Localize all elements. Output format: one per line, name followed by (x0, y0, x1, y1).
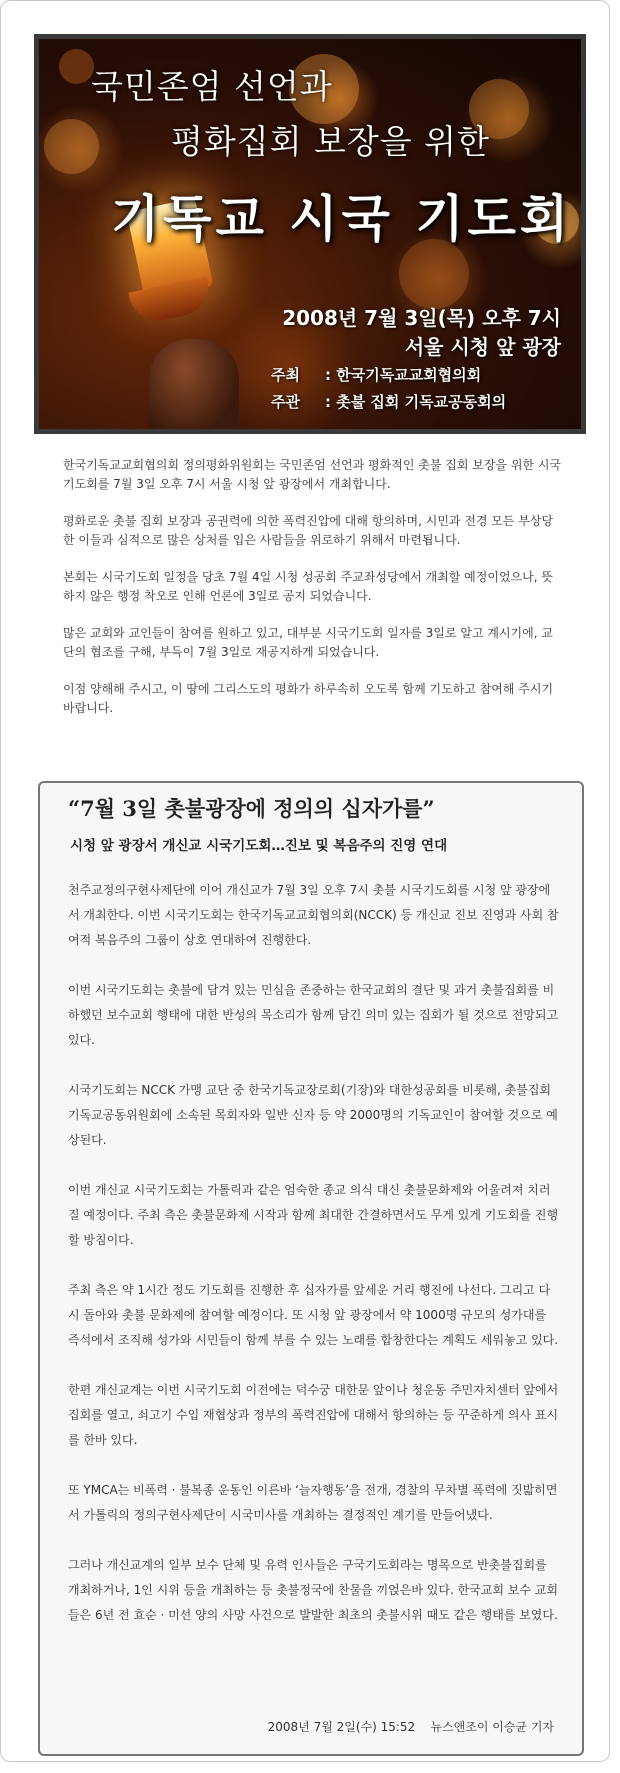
article-paragraph: 또 YMCA는 비폭력 · 불복종 운동인 이른바 ‘늘자행동’을 전개, 경찰의 무차별 폭력에 짓밟히면서 가톨릭의 정의구현사제단이 시국미사를 개최하는 결정적인 계기를 만들어냈다. (68, 1483, 558, 1522)
prayer-meeting-banner (34, 34, 586, 434)
article-paragraph: 이번 개신교 시국기도회는 가톨릭과 같은 엄숙한 종교 의식 대신 촛불문화제와 어울려져 치러질 예정이다. 주최 측은 촛불문화제 시작과 함께 최대한 간결하면서도 무게 있게 기도회를 진행할 방침이다. (68, 1183, 559, 1247)
article-paragraph: 그러나 개신교계의 일부 보수 단체 및 유력 인사들은 구국기도회라는 명목으로 반촛불집회를 개최하거나, 1인 시위 등을 개최하는 등 촛불정국에 찬물을 끼얹은바 있다. 한국교회 보수 교회들은 6년 전 효순 · 미선 양의 사망 사건으로 발발한 최초의 촛불시위 때도 같은 행태를 보였다. (68, 1558, 558, 1622)
intro-paragraph: 본회는 시국기도회 일정을 당초 7월 4일 시청 성공회 주교좌성당에서 개최할 예정이었으나, 뜻하지 않은 행정 착오로 인해 언론에 3일로 공지 되었습니다. (63, 570, 553, 603)
organizer-value: : 촛불 집회 기독교공동회의 (325, 393, 507, 411)
banner-title-line2: 평화집회 보장을 위한 (171, 122, 490, 161)
host-value: : 한국기독교교회협의회 (325, 366, 482, 384)
intro-paragraph: 한국기독교교회협의회 정의평화위원회는 국민존엄 선언과 평화적인 촛불 집회 보장을 위한 시국 기도회를 7월 3일 오후 7시 서울 시청 앞 광장에서 개최합니다. (63, 458, 562, 491)
article-paragraph: 주최 측은 약 1시간 정도 기도회를 진행한 후 십자가를 앞세운 거리 행진에 나선다. 그리고 다시 돌아와 촛불 문화제에 참여할 예정이다. 또 시청 앞 광장에서 약 1000명 규모의 성가대를 즉석에서 조직해 성가와 시민들이 함께 부를 수 있는 노래를 합창한다는 계획도 세워놓고 있다. (68, 1283, 559, 1347)
article-subheadline: 시청 앞 광장서 개신교 시국기도회…진보 및 복음주의 진영 연대 (70, 838, 448, 854)
hand-holding-candle (149, 339, 239, 434)
article-paragraph: 한편 개신교계는 이번 시국기도회 이전에는 덕수궁 대한문 앞이나 청운동 주민자치센터 앞에서 집회를 열고, 쇠고기 수입 재협상과 정부의 폭력진압에 대해서 항의하는 등 꾸준하게 의사 표시를 한바 있다. (68, 1383, 559, 1447)
banner-organizer (271, 391, 506, 412)
banner-main-title: 기독교 시국 기도회 (111, 190, 573, 248)
article-byline: 2008년 7월 2일(수) 15:52 뉴스앤조이 이승균 기자 (267, 1720, 554, 1734)
article-headline: “7월 3일 촛불광장에 정의의 십자가를” (68, 796, 435, 821)
article-paragraph: 시국기도회는 NCCK 가맹 교단 중 한국기독교장로회(기장)와 대한성공회를 비롯해, 촛불집회기독교공동위원회에 소속된 목회자와 일반 신자 등 약 2000명의 기독교인이 참여할 것으로 예상된다. (68, 1083, 558, 1147)
article-body (68, 878, 560, 1653)
banner-place: 서울 시청 앞 광장 (404, 335, 561, 359)
organizer-label: 주관 (271, 393, 300, 411)
intro-paragraph: 이점 양해해 주시고, 이 땅에 그리스도의 평화가 하루속히 오도록 함께 기도하고 참여해 주시기 바랍니다. (63, 682, 554, 715)
host-label: 주최 (271, 366, 300, 384)
candle-light-bokeh (59, 49, 94, 84)
article-paragraph: 천주교정의구현사제단에 이어 개신교가 7월 3일 오후 7시 촛불 시국기도회를 시청 앞 광장에서 개최한다. 이번 시국기도회는 한국기독교교회협의회(NCCK) 등 개신교 진보 진영과 사회 참여적 복음주의 그룹이 상호 연대하여 진행한다. (68, 883, 559, 947)
news-article-box (38, 781, 584, 1756)
banner-date: 2008년 7월 3일(목) 오후 7시 (282, 306, 561, 330)
banner-title-line1: 국민존엄 선언과 (91, 67, 333, 106)
banner-host (271, 364, 481, 385)
candle-light-bokeh (44, 119, 99, 174)
intro-paragraph: 많은 교회와 교인들이 참여를 원하고 있고, 대부분 시국기도회 일자를 3일로 알고 계시기에, 교단의 협조를 구해, 부득이 7월 3일로 재공지하게 되었습니다. (63, 626, 553, 659)
article-paragraph: 이번 시국기도회는 촛불에 담겨 있는 민심을 존중하는 한국교회의 결단 및 과거 촛불집회를 비하했던 보수교회 행태에 대한 반성의 목소리가 함께 담긴 의미 있는 집회가 될 것으로 전망되고 있다. (68, 983, 559, 1047)
intro-paragraph: 평화로운 촛불 집회 보장과 공권력에 의한 폭력진압에 대해 항의하며, 시민과 전경 모든 부상당한 이들과 심적으로 많은 상처를 입은 사람들을 위로하기 위해서 마련됩니다. (63, 514, 554, 547)
intro-text (63, 456, 563, 736)
